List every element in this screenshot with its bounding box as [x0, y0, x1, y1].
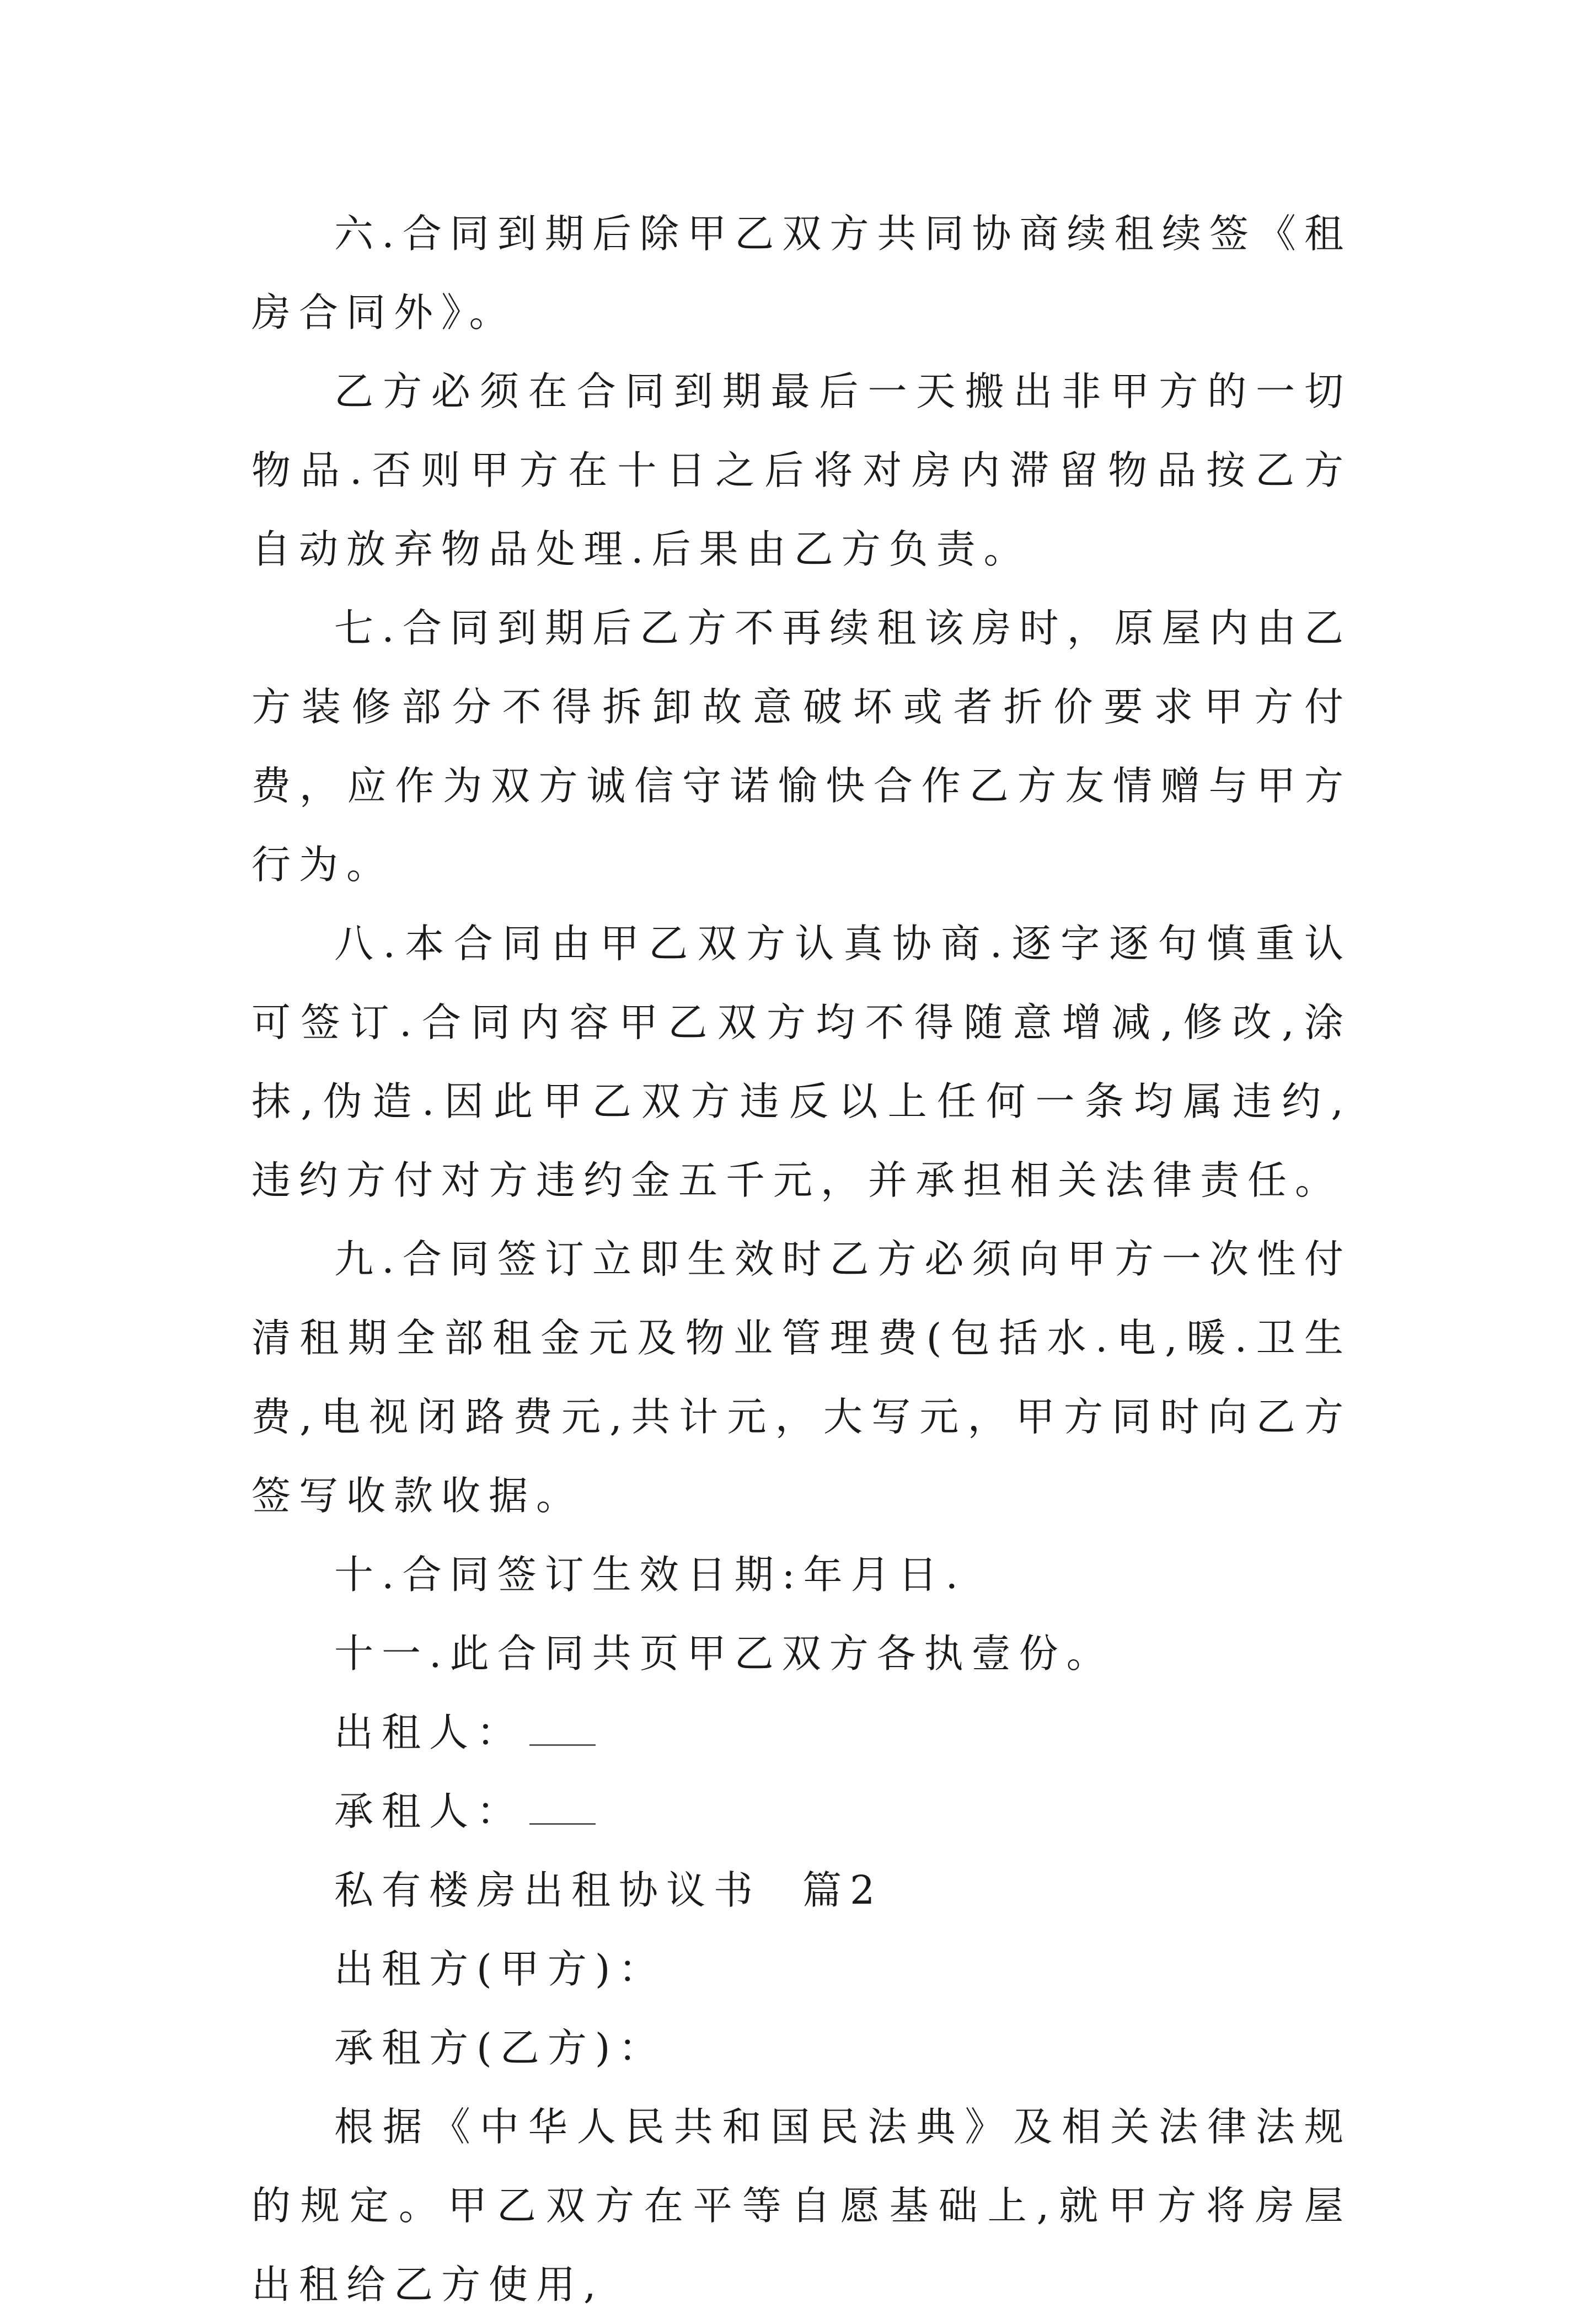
- clause-11: 十一.此合同共页甲乙双方各执壹份。: [334, 1631, 1114, 1676]
- lessee-signature-line: [251, 1772, 1352, 1851]
- lessor-signature-line: [251, 1693, 1352, 1772]
- section-2-title: 私有楼房出租协议书 篇2: [334, 1867, 883, 1913]
- clause-8: 八.本合同由甲乙双方认真协商.逐字逐句慎重认可签订.合同内容甲乙双方均不得随意增减,修改,涂抹,伪造.因此甲乙双方违反以上任何一条均属违约,违约方付对方违约金五千元，并承担相关法律责任。: [251, 921, 1352, 1203]
- clause-10: 十.合同签订生效日期:年月日.: [334, 1552, 967, 1598]
- clause-9: 九.合同签订立即生效时乙方必须向甲方一次性付清租期全部租金元及物业管理费(包括水.电,暖.卫生费,电视闭路费元,共计元，大写元，甲方同时向乙方签写收款收据。: [251, 1236, 1352, 1519]
- clause-6: 六.合同到期后除甲乙双方共同协商续租续签《租房合同外》。: [251, 211, 1352, 335]
- party-a-line: 出租方(甲方)：: [334, 1946, 666, 1992]
- lessor-blank: [529, 1711, 596, 1746]
- lessee-blank: [529, 1790, 596, 1825]
- clause-6-continuation: 乙方必须在合同到期最后一天搬出非甲方的一切物品.否则甲方在十日之后将对房内滞留物品按乙方自动放弃物品处理.后果由乙方负责。: [251, 368, 1352, 572]
- lessee-label: 承租人：: [334, 1788, 524, 1834]
- lessor-label: 出租人：: [334, 1709, 524, 1755]
- section-2-intro: 根据《中华人民共和国民法典》及相关法律法规的规定。甲乙双方在平等自愿基础上,就甲方将房屋出租给乙方使用,: [251, 2104, 1352, 2307]
- clause-7: 七.合同到期后乙方不再续租该房时，原屋内由乙方装修部分不得拆卸故意破坏或者折价要求甲方付费，应作为双方诚信守诺愉快合作乙方友情赠与甲方行为。: [251, 605, 1352, 888]
- party-b-line: 承租方(乙方)：: [334, 2025, 666, 2071]
- document-body: [251, 194, 1352, 2324]
